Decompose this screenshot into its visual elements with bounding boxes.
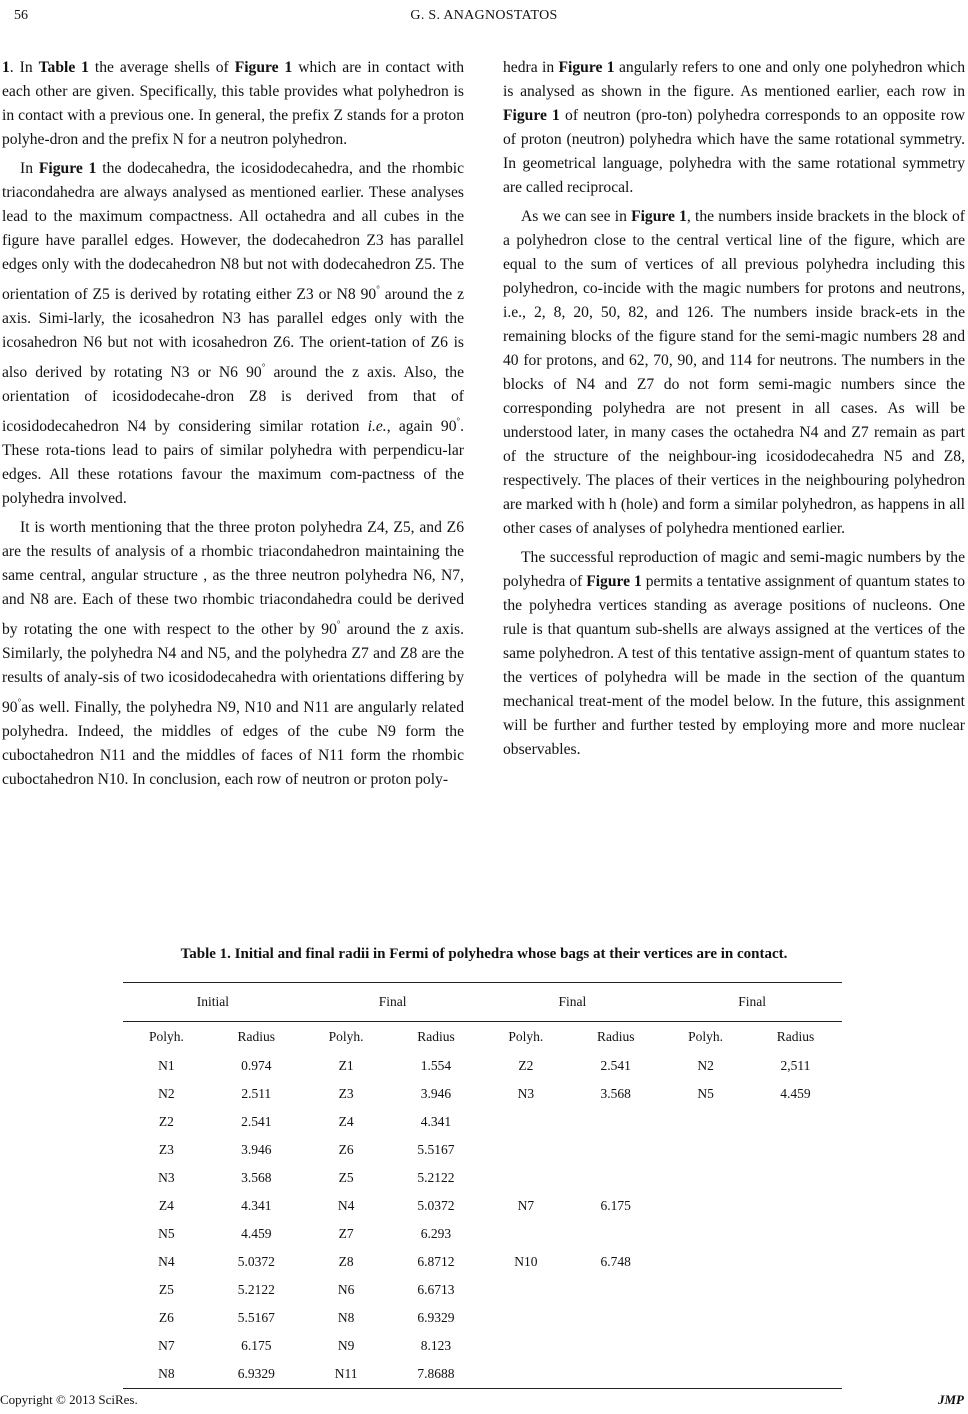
text-run: around the z axis. Simi-larly, the icosahedron N3 has parallel edges only with the icosahedron N6 but not with icosahedron Z6. The orient-tation of Z6 is also derived by rotating N3 or N6 90 xyxy=(2,286,465,381)
polyhedron-cell: Z5 xyxy=(158,1282,174,1297)
polyhedron-cell: N2 xyxy=(697,1058,714,1073)
radius-cell xyxy=(569,1108,662,1136)
radius-cell: 6.293 xyxy=(420,1226,452,1241)
table-body xyxy=(123,1052,842,1389)
radius-cell: 5.2122 xyxy=(237,1282,275,1297)
text-run: It is worth mentioning that the three proton polyhedra Z4, Z5, and Z6 are the results of analysis of a rhombic triacondahedron maintaining the same central, angular structure , as the three neutron polyhedra N6, N7, and N8 are. Each of these two rhombic triacondahedra could be derived by rotating the one with respect to the other by 90 xyxy=(2,519,464,638)
radius-cell: 8.123 xyxy=(420,1338,452,1353)
column-header: Polyh. xyxy=(508,1029,544,1044)
polyhedron-cell: N8 xyxy=(123,1360,210,1389)
left-column xyxy=(2,56,464,792)
radius-cell: 3.568 xyxy=(241,1170,272,1185)
group-header-final: Final xyxy=(482,983,662,1022)
degree-sign: ° xyxy=(336,619,341,629)
radius-cell: 0.974 xyxy=(241,1058,272,1073)
radius-cell: 6.175 xyxy=(600,1198,631,1213)
paragraph xyxy=(2,56,464,152)
footer-journal: JMP xyxy=(938,1392,964,1407)
radius-cell xyxy=(749,1276,842,1304)
bold-text: Figure 1 xyxy=(586,573,642,590)
radius-cell xyxy=(569,1136,662,1164)
polyhedron-cell: N3 xyxy=(517,1086,535,1101)
radius-cell: 5.2122 xyxy=(417,1170,455,1185)
text-run: As we can see in xyxy=(521,208,632,225)
text-run: around the z axis. Also, the orientation of icosidodecahe-dron Z8 is derived from that of icosidodecahedron N4 by considering similar rotation xyxy=(2,364,464,435)
polyhedron-cell xyxy=(482,1108,569,1136)
polyhedron-cell: Z4 xyxy=(338,1114,354,1129)
text-run: which are in contact with each other are given. Specifically, this table provides what polyhedron is in contact with a previous one. In general, the prefix Z stands for a proton polyhe-dron and the prefix N for a neutron polyhedron. xyxy=(2,59,464,148)
column-header: Radius xyxy=(596,1029,635,1044)
bold-text: Figure 1 xyxy=(631,208,687,225)
radius-cell: 5.5167 xyxy=(417,1142,455,1157)
polyhedron-cell xyxy=(482,1332,569,1360)
column-header: Polyh. xyxy=(328,1029,364,1044)
paragraph xyxy=(2,516,464,792)
polyhedron-cell xyxy=(662,1164,749,1192)
table-row xyxy=(123,1360,842,1389)
text-run: the dodecahedra, the icosidodecahedra, and the rhombic triacondahedra are always analysed as mentioned earlier. These analyses lead to the maximum compactness. All octahedra and all cubes in the figure have parallel edges. However, the dodecahedron Z3 has parallel edges only with the dodecahedron N8 but not with dodecahedron Z5. The orientation of Z5 is derived by rotating either Z3 or N8 90 xyxy=(2,160,464,303)
column-header: Polyh. xyxy=(688,1029,724,1044)
radius-cell: 5.5167 xyxy=(237,1310,275,1325)
group-header-row xyxy=(123,983,842,1022)
polyhedron-cell xyxy=(662,1248,749,1276)
radius-cell xyxy=(569,1332,662,1360)
polyhedron-cell: N3 xyxy=(158,1170,175,1185)
polyhedron-cell: N7 xyxy=(158,1338,175,1353)
polyhedron-cell: N5 xyxy=(158,1226,175,1241)
table-row xyxy=(123,1192,842,1220)
polyhedron-cell: N11 xyxy=(303,1360,390,1389)
polyhedron-cell: N10 xyxy=(514,1254,538,1269)
page-number: 56 xyxy=(14,8,28,23)
radius-cell xyxy=(569,1220,662,1248)
table-caption: Table 1. Initial and final radii in Fermi of polyhedra whose bags at their vertices are in contact. xyxy=(180,946,788,962)
polyhedron-cell: Z1 xyxy=(338,1058,354,1073)
polyhedron-cell xyxy=(482,1360,569,1389)
table-row xyxy=(123,1248,842,1276)
radius-cell: 6.9329 xyxy=(210,1360,303,1389)
polyhedron-cell xyxy=(482,1164,569,1192)
radius-cell: 3.946 xyxy=(420,1086,452,1101)
radius-cell xyxy=(749,1108,842,1136)
polyhedron-cell xyxy=(662,1192,749,1220)
degree-sign: ° xyxy=(456,416,461,426)
radius-cell xyxy=(569,1276,662,1304)
table-row xyxy=(123,1080,842,1108)
radius-cell: 6.6713 xyxy=(417,1282,455,1297)
polyhedron-cell xyxy=(662,1136,749,1164)
running-head: G. S. ANAGNOSTATOS xyxy=(410,8,558,23)
polyhedron-cell xyxy=(482,1136,569,1164)
radius-cell xyxy=(569,1164,662,1192)
radius-cell: 3.568 xyxy=(600,1086,631,1101)
footer-copyright: Copyright © 2013 SciRes. xyxy=(0,1392,138,1407)
polyhedron-cell xyxy=(482,1276,569,1304)
table-row xyxy=(123,1164,842,1192)
radius-cell: 2.541 xyxy=(241,1114,272,1129)
column-header: Radius xyxy=(417,1029,455,1044)
column-header: Polyh. xyxy=(148,1029,184,1044)
polyhedron-cell: Z6 xyxy=(338,1142,354,1157)
radius-cell xyxy=(749,1304,842,1332)
radius-cell: 2,511 xyxy=(780,1058,811,1073)
radius-cell: 7.8688 xyxy=(390,1360,483,1389)
polyhedron-cell: N4 xyxy=(337,1198,355,1213)
radius-cell: 6.8712 xyxy=(417,1254,455,1269)
paragraph xyxy=(503,546,965,762)
radius-cell: 6.748 xyxy=(600,1254,631,1269)
radius-cell xyxy=(749,1136,842,1164)
polyhedron-cell: N5 xyxy=(697,1086,714,1101)
radius-cell xyxy=(749,1164,842,1192)
radius-cell: 4.341 xyxy=(420,1114,452,1129)
radius-cell: 6.175 xyxy=(241,1338,272,1353)
radius-cell: 4.341 xyxy=(241,1198,272,1213)
polyhedron-cell xyxy=(662,1304,749,1332)
radius-cell xyxy=(749,1192,842,1220)
group-header-initial: Initial xyxy=(123,983,303,1022)
table-row xyxy=(123,1052,842,1080)
group-header-final: Final xyxy=(662,983,842,1022)
text-run: , again 90 xyxy=(386,418,457,435)
text-run: . These rota-tions lead to pairs of similar polyhedra with perpendicu-lar edges. All these rotations favour the maximum com-pactness of the polyhedra involved. xyxy=(2,418,465,507)
radius-cell: 6.9329 xyxy=(417,1310,455,1325)
paragraph xyxy=(503,205,965,541)
table-row xyxy=(123,1136,842,1164)
radius-cell: 1.554 xyxy=(420,1058,452,1073)
radius-cell: 4.459 xyxy=(241,1226,272,1241)
text-run: In xyxy=(20,160,39,177)
polyhedron-cell: N7 xyxy=(517,1198,535,1213)
radius-cell: 3.946 xyxy=(241,1142,272,1157)
column-header-row xyxy=(123,1022,842,1053)
polyhedron-cell xyxy=(482,1304,569,1332)
bold-text: 1 xyxy=(2,59,10,76)
polyhedron-cell: Z2 xyxy=(158,1114,174,1129)
radius-cell: 5.0372 xyxy=(417,1198,455,1213)
text-run: of neutron (pro-ton) polyhedra corresponds to an opposite row of proton (neutron) polyhedra which have the same rotational symmetry. In geometrical language, polyhedra with the same rotational symmetry are called reciprocal. xyxy=(503,107,965,196)
polyhedron-cell: N6 xyxy=(337,1282,355,1297)
polyhedron-cell: Z6 xyxy=(158,1310,174,1325)
group-header-final: Final xyxy=(303,983,483,1022)
paragraph xyxy=(503,56,965,200)
polyhedron-cell: N4 xyxy=(158,1254,175,1269)
radius-cell: 2.541 xyxy=(600,1058,631,1073)
polyhedron-cell xyxy=(662,1108,749,1136)
text-run: . In xyxy=(9,59,39,76)
radius-cell xyxy=(749,1248,842,1276)
polyhedron-cell xyxy=(662,1220,749,1248)
radius-cell xyxy=(569,1360,662,1389)
text-run: , the numbers inside brackets in the block of a polyhedron close to the central vertical line of the figure, which are equal to the sum of vertices of all previous polyhedra including this polyhedron, co-incide with the magic numbers for protons and neutrons, i.e., 2, 8, 20, 50, 82, and 126. The numbers inside brack-ets in the remaining blocks of the figure stand for the semi-magic numbers 28 and 40 for protons, and 62, 70, 90, and 114 for neutrons. The numbers in the blocks of N4 and Z7 do not form semi-magic numbers since the corresponding polyhedra are not present in all cases. As will be understood later, in many cases the octahedra N4 and Z7 remain as part of the structure of the neighbour-ing icosidodecahedra N5 and Z8, respectively. The places of their vertices in the neighbouring polyhedron are marked with h (hole) and form a similar polyhedron, as happens in all other cases of analyses of polyhedra mentioned earlier. xyxy=(503,208,965,537)
radius-cell xyxy=(749,1220,842,1248)
polyhedron-cell xyxy=(482,1220,569,1248)
polyhedron-cell xyxy=(662,1332,749,1360)
polyhedron-cell: N1 xyxy=(158,1058,175,1073)
text-run: around the z axis. Similarly, the polyhedra N4 and N5, and the polyhedra Z7 and Z8 are the results of analy-sis of two icosidodecahedra with orientations differing by 90 xyxy=(2,621,464,716)
polyhedron-cell: N9 xyxy=(337,1338,355,1353)
polyhedron-cell: Z3 xyxy=(158,1142,174,1157)
polyhedron-cell xyxy=(662,1360,749,1389)
text-run: hedra in xyxy=(503,59,559,76)
text-run: The successful reproduction of magic and semi-magic numbers by the polyhedra of xyxy=(503,549,965,590)
column-header: Radius xyxy=(776,1029,815,1044)
degree-sign: ° xyxy=(261,362,266,372)
bold-text: Figure 1 xyxy=(558,59,615,76)
radius-cell: 4.459 xyxy=(780,1086,811,1101)
table-row xyxy=(123,1108,842,1136)
polyhedron-cell: Z7 xyxy=(338,1226,354,1241)
text-run: permits a tentative assignment of quantum states to the polyhedra vertices standing as average positions of nucleons. One rule is that quantum sub-shells are always assigned at the vertices of the same polyhedron. A test of this tentative assign-ment of quantum states to the vertices of polyhedra will be made in the section of the quantum mechanical treat-ment of the model below. In the future, this assignment will be further and further tested by employing more and more nuclear observables. xyxy=(503,573,966,758)
polyhedron-cell xyxy=(662,1276,749,1304)
text-run: the average shells of xyxy=(88,59,235,76)
degree-sign: ° xyxy=(17,697,22,707)
table-row xyxy=(123,1276,842,1304)
polyhedron-cell: Z5 xyxy=(338,1170,354,1185)
radius-cell: 5.0372 xyxy=(237,1254,275,1269)
degree-sign: ° xyxy=(376,284,380,294)
polyhedron-cell: Z2 xyxy=(518,1058,534,1073)
radius-cell xyxy=(569,1304,662,1332)
text-run: angularly refers to one and only one polyhedron which is analysed as shown in the figure. As mentioned earlier, each row in xyxy=(503,59,965,100)
right-column xyxy=(503,56,965,762)
bold-text: Figure 1 xyxy=(234,59,293,76)
bold-text: Table 1 xyxy=(38,59,89,76)
radius-cell xyxy=(749,1332,842,1360)
polyhedron-cell: N2 xyxy=(158,1086,175,1101)
table-row xyxy=(123,1220,842,1248)
bold-text: Figure 1 xyxy=(38,160,97,177)
polyhedron-cell: Z8 xyxy=(338,1254,354,1269)
radius-cell: 2.511 xyxy=(241,1086,272,1101)
table-row xyxy=(123,1304,842,1332)
text-run: as well. Finally, the polyhedra N9, N10 and N11 are angularly related polyhedra. Indeed, the middles of edges of the cube N9 form the cuboctahedron N11 and the middles of faces of N11 form the rhombic cuboctahedron N10. In conclusion, each row of neutron or proton poly- xyxy=(2,699,464,788)
table-row xyxy=(123,1332,842,1360)
text-run: i.e. xyxy=(367,418,387,435)
polyhedron-cell: N8 xyxy=(337,1310,355,1325)
column-header: Radius xyxy=(237,1029,276,1044)
bold-text: Figure 1 xyxy=(503,107,560,124)
paragraph xyxy=(2,157,464,511)
radii-table xyxy=(123,982,842,1389)
polyhedron-cell: Z3 xyxy=(338,1086,354,1101)
radius-cell xyxy=(749,1360,842,1389)
polyhedron-cell: Z4 xyxy=(158,1198,174,1213)
